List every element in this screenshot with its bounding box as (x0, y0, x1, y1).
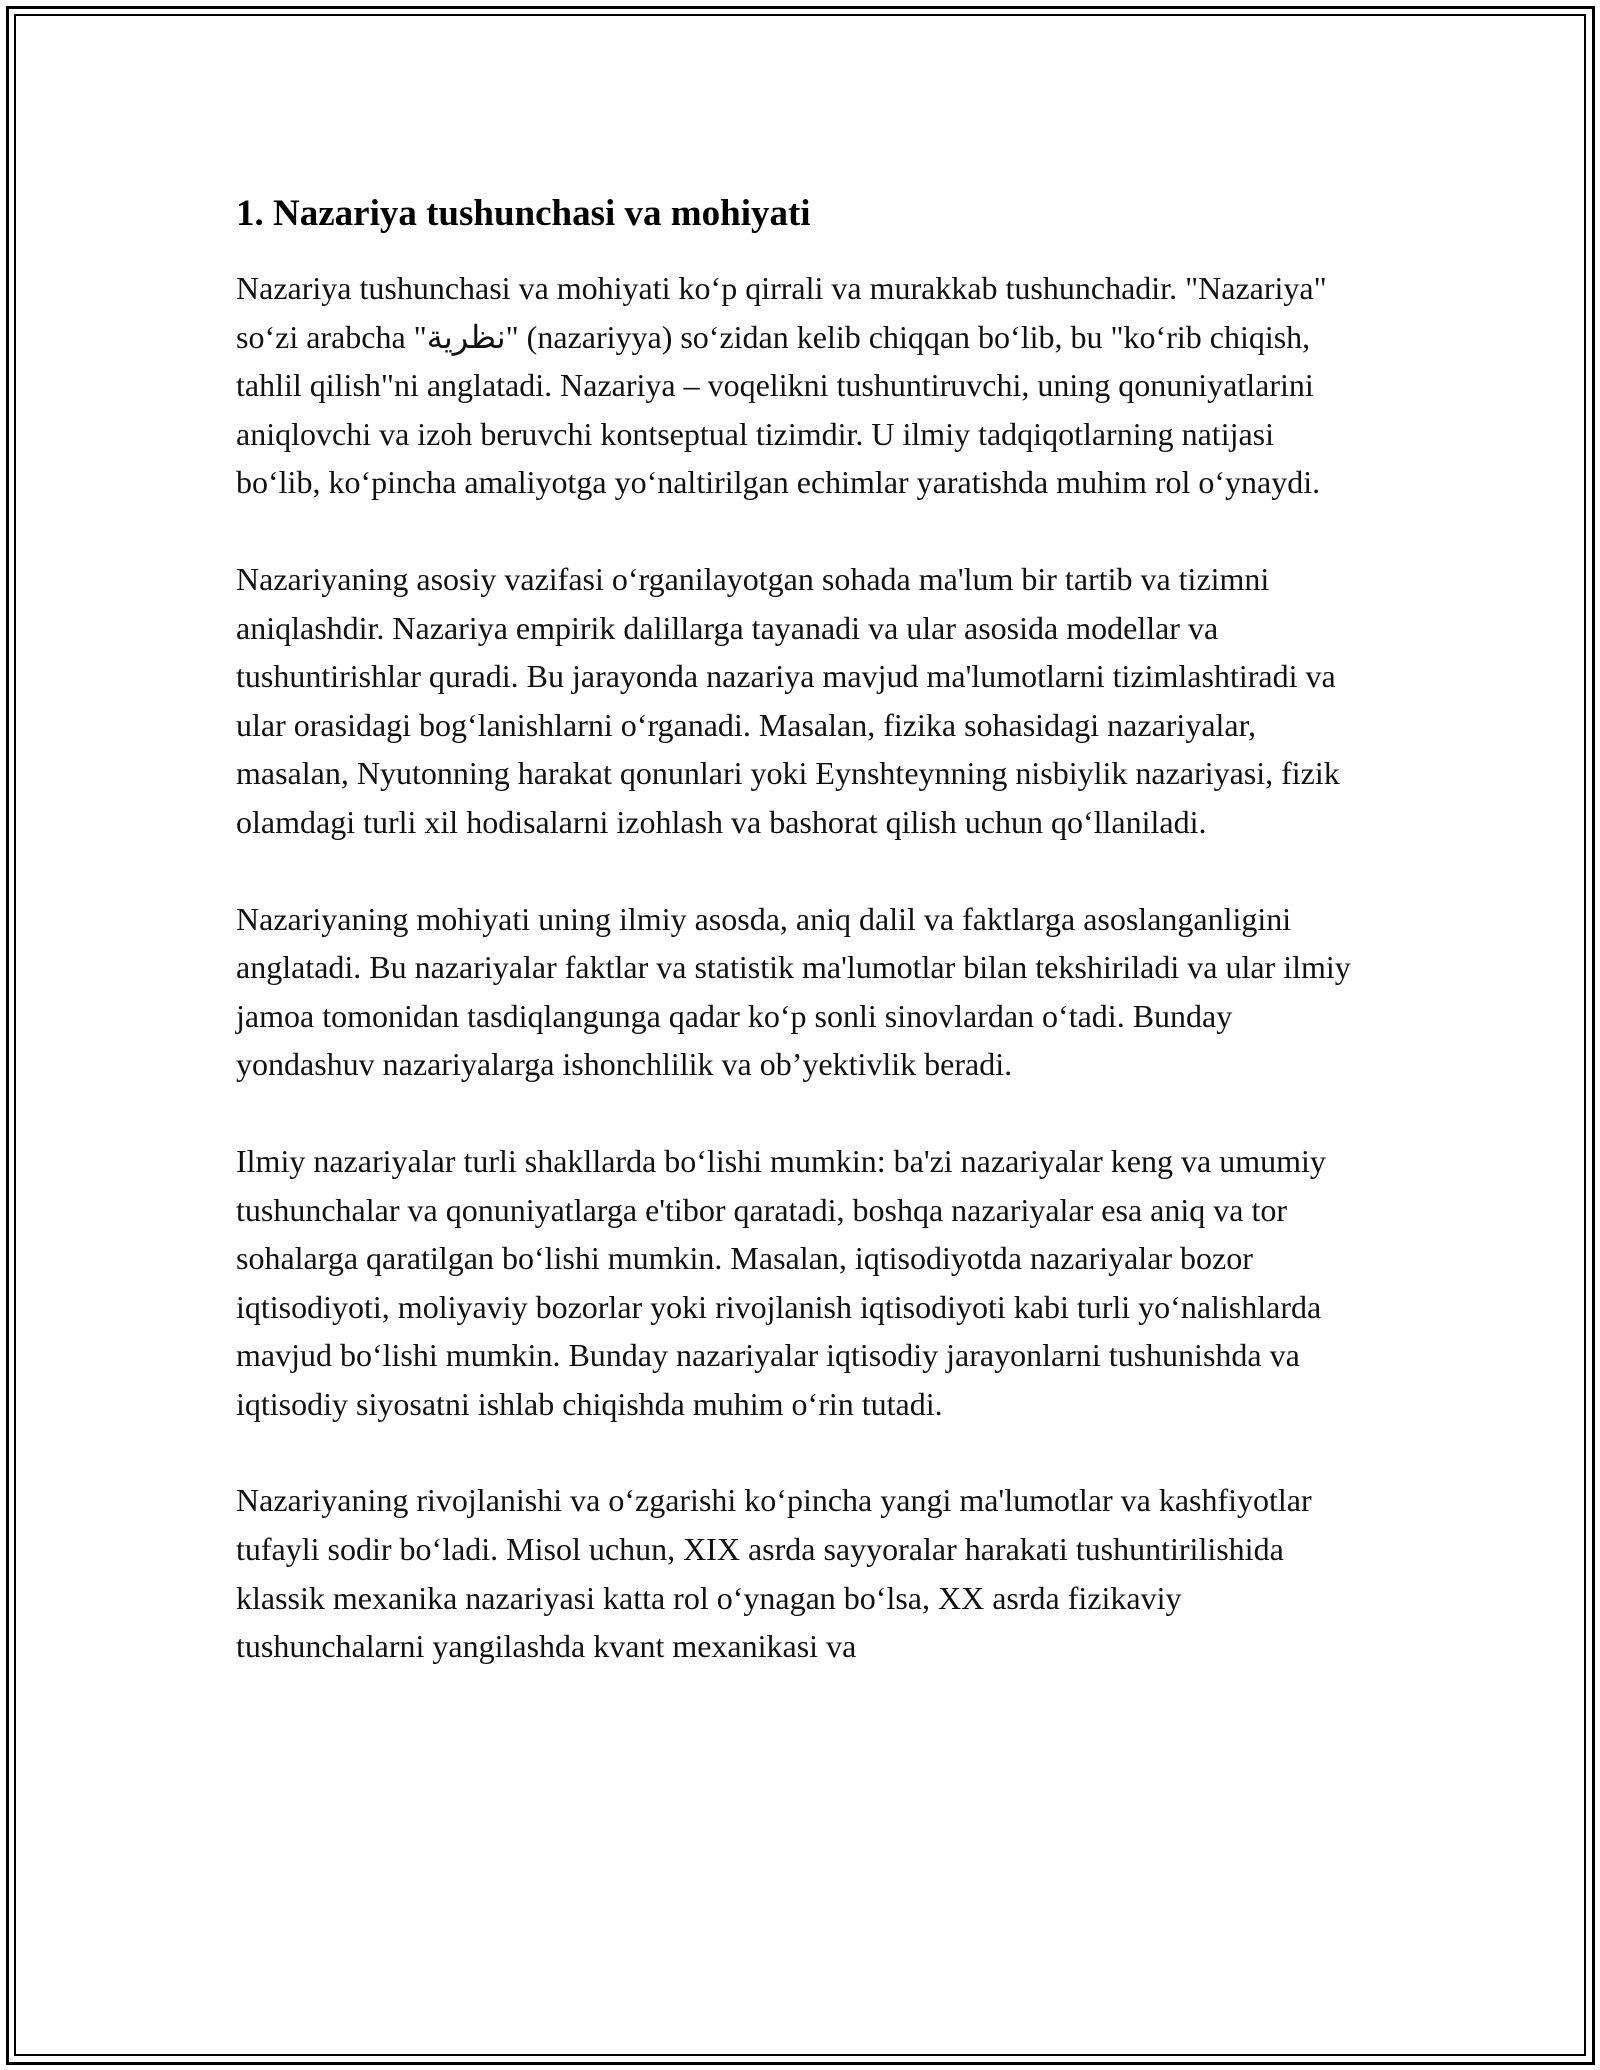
paragraph-3: Nazariyaning mohiyati uning ilmiy asosda, aniq dalil va faktlarga asoslanganligini anglatadi. Bu nazariyalar faktlar va statistik ma'lumotlar bilan tekshiriladi va ular ilmiy jamoa tomonidan tasdiqlangunga qadar koʻp sonli sinovlardan oʻtadi. Bunday yondashuv nazariyalarga ishonchlilik va obʼyektivlik beradi. (236, 900, 1351, 1083)
paragraph-1: Nazariya tushunchasi va mohiyati koʻp qirrali va murakkab tushunchadir. "Nazariya" soʻzi arabcha "نظرية" (nazariyya) soʻzidan kelib chiqqan boʻlib, bu "koʻrib chiqish, tahlil qilish"ni anglatadi. Nazariya – voqelikni tushuntiruvchi, uning qonuniyatlarini aniqlovchi va izoh beruvchi kontseptual tizimdir. U ilmiy tadqiqotlarning natijasi boʻlib, koʻpincha amaliyotga yoʻnaltirilgan echimlar yaratishda muhim rol oʻynaydi. (236, 270, 1327, 501)
paragraph-5: Nazariyaning rivojlanishi va oʻzgarishi koʻpincha yangi ma'lumotlar va kashfiyotlar tufayli sodir boʻladi. Misol uchun, XIX asrda sayyoralar harakati tushuntirilishida klassik mexanika nazariyasi katta rol oʻynagan boʻlsa, XX asrda fizikaviy tushunchalarni yangilashda kvant mexanikasi va (236, 1482, 1312, 1665)
document-body (236, 188, 1366, 1719)
paragraph-4: Ilmiy nazariyalar turli shakllarda boʻlishi mumkin: ba'zi nazariyalar keng va umumiy tushunchalar va qonuniyatlarga e'tibor qaratadi, boshqa nazariyalar esa aniq va tor sohalarga qaratilgan boʻlishi mumkin. Masalan, iqtisodiyotda nazariyalar bozor iqtisodiyoti, moliyaviy bozorlar yoki rivojlanish iqtisodiyoti kabi turli yoʻnalishlarda mavjud boʻlishi mumkin. Bunday nazariyalar iqtisodiy jarayonlarni tushunishda va iqtisodiy siyosatni ishlab chiqishda muhim oʻrin tutadi. (236, 1142, 1326, 1422)
paragraph-2: Nazariyaning asosiy vazifasi oʻrganilayotgan sohada ma'lum bir tartib va tizimni aniqlashdir. Nazariya empirik dalillarga tayanadi va ular asosida modellar va tushuntirishlar quradi. Bu jarayonda nazariya mavjud ma'lumotlarni tizimlashtiradi va ular orasidagi bogʻlanishlarni oʻrganadi. Masalan, fizika sohasidagi nazariyalar, masalan, Nyutonning harakat qonunlari yoki Eynshteynning nisbiylik nazariyasi, fizik olamdagi turli xil hodisalarni izohlash va bashorat qilish uchun qoʻllaniladi. (236, 560, 1340, 840)
section-heading: 1. Nazariya tushunchasi va mohiyati (236, 193, 811, 234)
